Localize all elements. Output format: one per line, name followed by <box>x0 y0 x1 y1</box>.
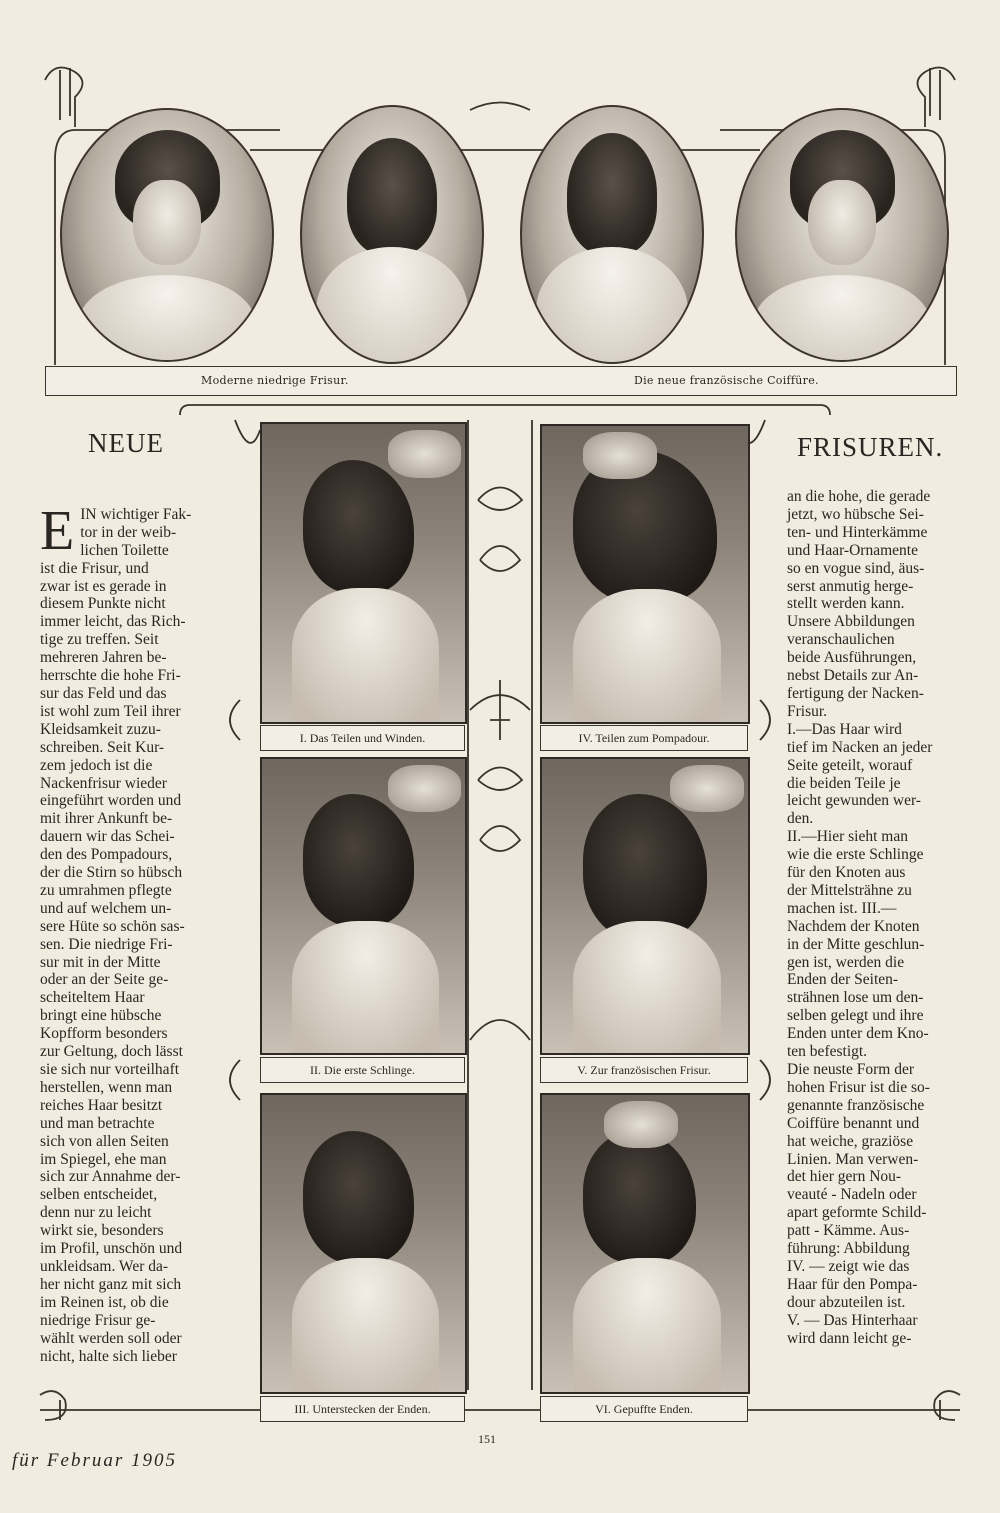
plate-caption-3: III. Unterstecken der Enden. <box>260 1396 465 1422</box>
photo-pompadour-parting <box>540 424 750 724</box>
issue-footer: für Februar 1905 <box>12 1450 177 1471</box>
portrait-oval-3 <box>520 105 704 364</box>
portrait-oval-4 <box>735 108 949 362</box>
caption-french-coiffure: Die neue französische Coiffüre. <box>634 374 819 387</box>
photo-tucking-ends <box>260 1093 467 1394</box>
plate-caption-2: II. Die erste Schlinge. <box>260 1057 465 1083</box>
top-caption-bar <box>45 366 957 396</box>
plate-caption-1: I. Das Teilen und Winden. <box>260 725 465 751</box>
page-number: 151 <box>478 1432 496 1446</box>
photo-parting-and-winding <box>260 422 467 724</box>
right-text-column: an die hohe, die gerade jetzt, wo hübsche Sei- ten- und Hinterkämme und Haar-Ornamente so en vogue sind, äus- serst anmutig herge- stellt werden kann. Unsere Abbildungen veranschaulichen beide Ausführungen, nebst Details zur An- fertigung der Nacken- Frisur. I.—Das Haar wird tief im Nacken an jeder Seite geteilt, worauf die beiden Teile je leicht gewunden wer- den. II.—Hier sieht man wie die erste Schlinge für den Knoten aus der Mittelsträhne zu machen ist. III.— Nachdem der Knoten in der Mitte geschlun- gen ist, werden die Enden der Seiten- strähnen lose um den- selben gelegt und ihre Enden unter dem Kno- ten befestigt. Die neuste Form der hohen Frisur ist die so- genannte französische Coiffüre benannt und hat weiche, graziöse Linien. Man verwen- det hier gern Nou- veauté - Nadeln oder apart geformte Schild- patt - Kämme. Aus- führung: Abbildung IV. — zeigt wie das Haar für den Pompa- dour abzuteilen ist. V. — Das Hinterhaar wird dann leicht ge- <box>787 488 933 1347</box>
photo-french-hairstyle <box>540 757 750 1055</box>
left-text-column <box>40 488 216 1365</box>
plate-caption-5: V. Zur französischen Frisur. <box>540 1057 748 1083</box>
photo-puffed-ends <box>540 1093 750 1394</box>
left-column-body: ist die Frisur, und zwar ist es gerade in diesem Punkte nicht immer leicht, das Rich- tige zu treffen. Seit mehreren Jahren be- herrschte die hohe Fri- sur das Feld und das ist wohl zum Teil ihrer Kleidsamkeit zuzu- schreiben. Seit Kur- zem jedoch ist die Nackenfrisur wieder eingeführt worden und mit ihrer Ankunft be- dauern wir das Schei- den des Pompadours, der die Stirn so hübsch zu umrahmen pflegte und auf welchem un- sere Hüte so schön sas- sen. Die niedrige Fri- sur mit in der Mitte oder an der Seite ge- scheiteltem Haar bringt eine hübsche Kopfform besonders zur Geltung, doch lässt sie sich nur vorteilhaft herstellen, wenn man reiches Haar besitzt und man betrachte sich von allen Seiten im Spiegel, ehe man sich zur Annahme der- selben entscheidet, denn nur zu leicht wirkt sie, besonders im Profil, unschön und unkleidsam. Wer da- her nicht ganz mit sich im Reinen ist, ob die niedrige Frisur ge- wählt werden soll oder nicht, halte sich lieber <box>40 559 186 1365</box>
photo-first-loop <box>260 757 467 1055</box>
plate-caption-4: IV. Teilen zum Pompadour. <box>540 725 748 751</box>
portrait-oval-2 <box>300 105 484 364</box>
left-column-intro: IN wichtiger Fak- tor in der weib- lichen Toilette <box>80 505 192 559</box>
title-left: NEUE <box>88 428 164 458</box>
portrait-oval-1 <box>60 108 274 362</box>
drop-cap: E <box>40 499 75 562</box>
caption-low-hairstyle: Moderne niedrige Frisur. <box>201 374 349 387</box>
title-right: FRISUREN. <box>797 432 944 462</box>
plate-caption-6: VI. Gepuffte Enden. <box>540 1396 748 1422</box>
